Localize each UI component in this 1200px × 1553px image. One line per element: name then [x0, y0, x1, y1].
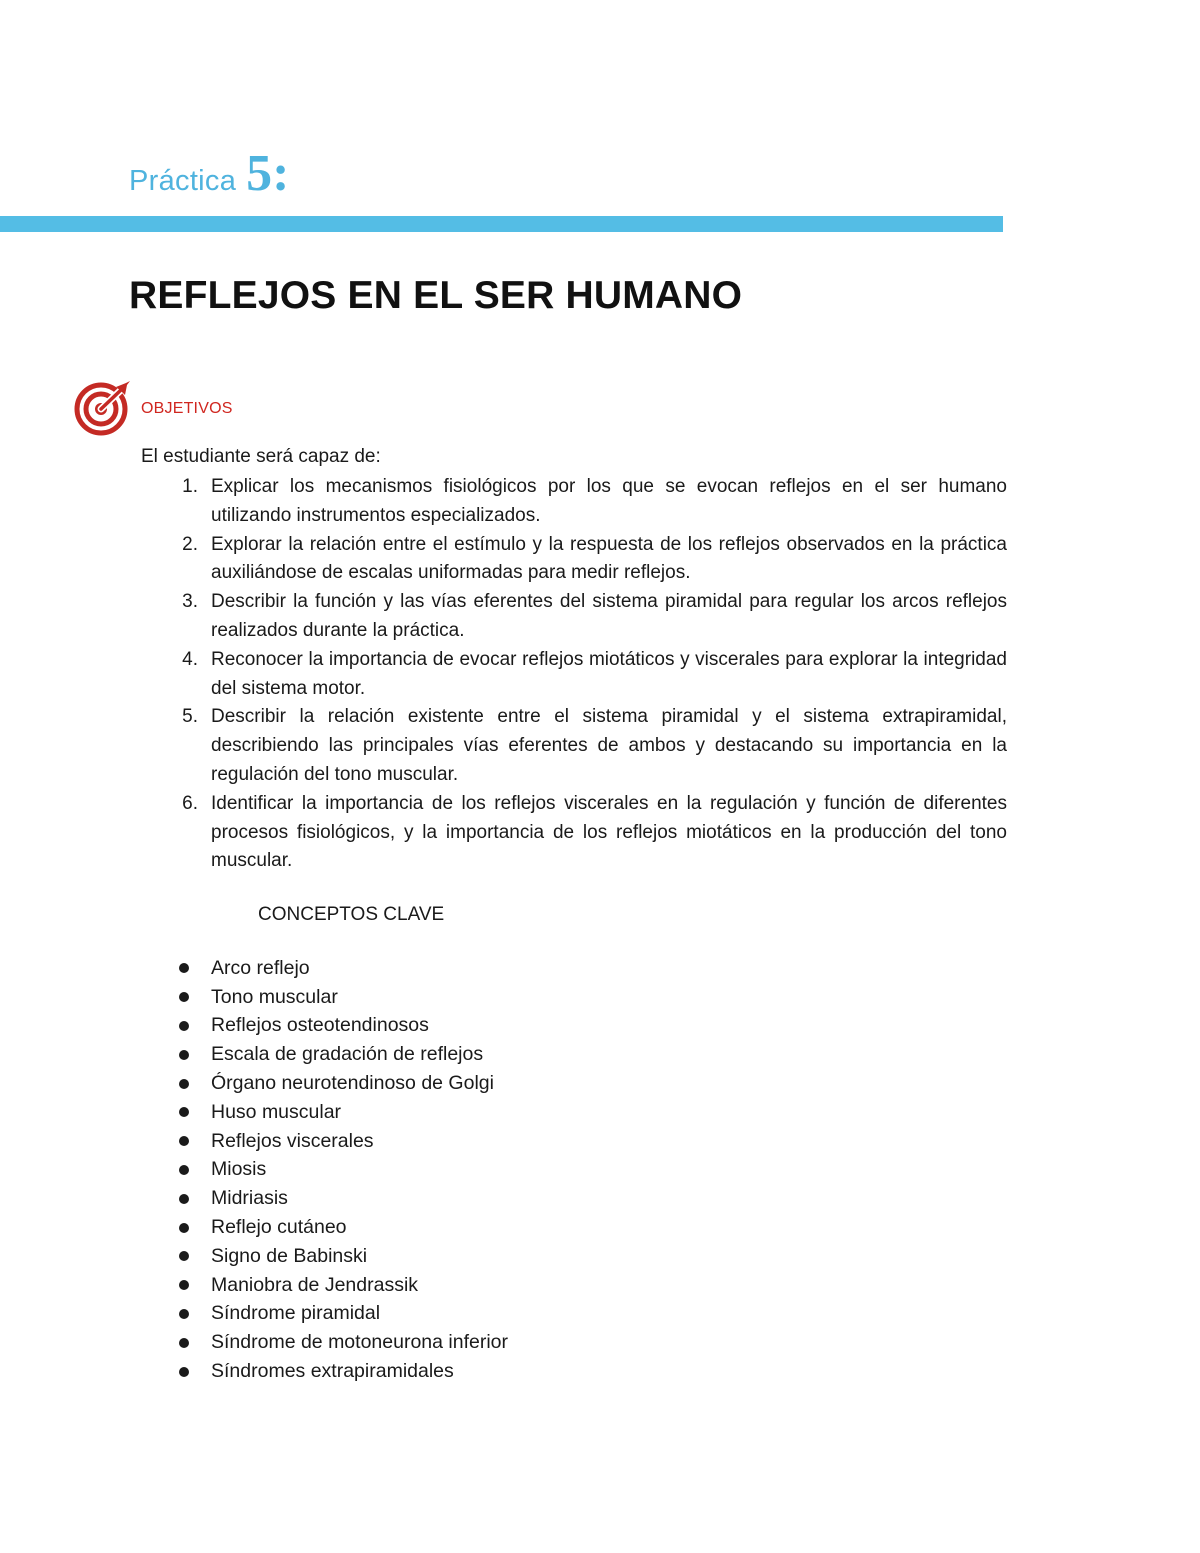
objective-text: Reconocer la importancia de evocar reflejos miotáticos y viscerales para explorar la integridad del sistema motor. [211, 648, 1007, 699]
objective-number: 5. [182, 706, 198, 728]
bullet-icon [141, 1079, 211, 1089]
concept-item [141, 1098, 508, 1127]
practice-number: 5: [246, 145, 290, 202]
objectives-list [141, 473, 1007, 876]
bullet-icon [141, 992, 211, 1002]
concept-item [141, 1069, 508, 1098]
concept-text: Midriasis [211, 1187, 288, 1210]
bullet-icon [141, 1021, 211, 1031]
bullet-icon [141, 1194, 211, 1204]
practice-label: Práctica [129, 165, 237, 197]
objective-text: Describir la relación existente entre el sistema piramidal y el sistema extrapiramidal, describiendo las principales vías eferentes de ambos y destacando su importancia en la regulación del tono muscular. [211, 706, 1007, 785]
concepts-list [141, 954, 508, 1386]
objectives-intro: El estudiante será capaz de: [141, 446, 381, 467]
objective-item [141, 703, 1007, 789]
concept-item [141, 1271, 508, 1300]
bullet-icon [141, 1367, 211, 1377]
concept-item [141, 1242, 508, 1271]
concept-item [141, 1012, 508, 1041]
concept-text: Arco reflejo [211, 956, 310, 979]
bullet-icon [141, 1338, 211, 1348]
concept-text: Tono muscular [211, 985, 338, 1008]
concept-text: Escala de gradación de reflejos [211, 1043, 484, 1066]
concept-item [141, 954, 508, 983]
objective-number: 2. [182, 533, 198, 555]
objective-text: Identificar la importancia de los reflejos viscerales en la regulación y función de diferentes procesos fisiológicos, y la importancia de los reflejos miotáticos en la producción del tono muscular. [211, 792, 1007, 872]
concept-item [141, 1127, 508, 1156]
bullet-icon [141, 1107, 211, 1117]
bullet-icon [141, 1050, 211, 1060]
bullet-icon [141, 1165, 211, 1175]
objective-number: 6. [182, 792, 198, 814]
concept-text: Síndromes extrapiramidales [211, 1360, 454, 1383]
objective-item [141, 790, 1007, 876]
objective-number: 1. [182, 476, 198, 497]
concepts-heading: CONCEPTOS CLAVE [258, 904, 445, 925]
concept-item [141, 983, 508, 1012]
bullet-icon [141, 1251, 211, 1261]
target-icon [74, 380, 132, 436]
objective-item [141, 531, 1007, 589]
objective-item [141, 646, 1007, 704]
concept-item [141, 1300, 508, 1329]
concept-item [141, 1357, 508, 1386]
concept-text: Reflejo cutáneo [211, 1216, 347, 1239]
bullet-icon [141, 1280, 211, 1290]
objectives-heading: OBJETIVOS [141, 400, 233, 417]
concept-item [141, 1213, 508, 1242]
concept-text: Reflejos viscerales [211, 1129, 374, 1152]
objective-number: 3. [182, 591, 198, 613]
concept-item [141, 1184, 508, 1213]
concept-text: Signo de Babinski [211, 1244, 368, 1267]
bullet-icon [141, 1309, 211, 1319]
concept-text: Miosis [211, 1158, 267, 1181]
objective-item [141, 473, 1007, 531]
bullet-icon [141, 963, 211, 973]
document-title: REFLEJOS EN EL SER HUMANO [129, 274, 743, 317]
concept-text: Reflejos osteotendinosos [211, 1014, 429, 1037]
concept-text: Huso muscular [211, 1100, 342, 1123]
objective-item [141, 588, 1007, 646]
bullet-icon [141, 1223, 211, 1233]
objective-text: Describir la función y las vías eferentes del sistema piramidal para regular los arcos reflejos realizados durante la práctica. [211, 591, 1007, 641]
concept-text: Órgano neurotendinoso de Golgi [211, 1072, 494, 1095]
objective-text: Explicar los mecanismos fisiológicos por los que se evocan reflejos en el ser humano utilizando instrumentos especializados. [211, 476, 1007, 526]
concept-text: Maniobra de Jendrassik [211, 1273, 419, 1296]
concept-text: Síndrome piramidal [211, 1302, 381, 1325]
objective-text: Explorar la relación entre el estímulo y la respuesta de los reflejos observados en la práctica auxiliándose de escalas uniformadas para medir reflejos. [211, 533, 1007, 584]
concept-item [141, 1156, 508, 1185]
accent-bar [0, 216, 1003, 232]
objective-number: 4. [182, 648, 198, 670]
concept-item [141, 1328, 508, 1357]
concept-text: Síndrome de motoneurona inferior [211, 1331, 509, 1354]
concept-item [141, 1040, 508, 1069]
bullet-icon [141, 1136, 211, 1146]
practice-header [129, 145, 290, 208]
